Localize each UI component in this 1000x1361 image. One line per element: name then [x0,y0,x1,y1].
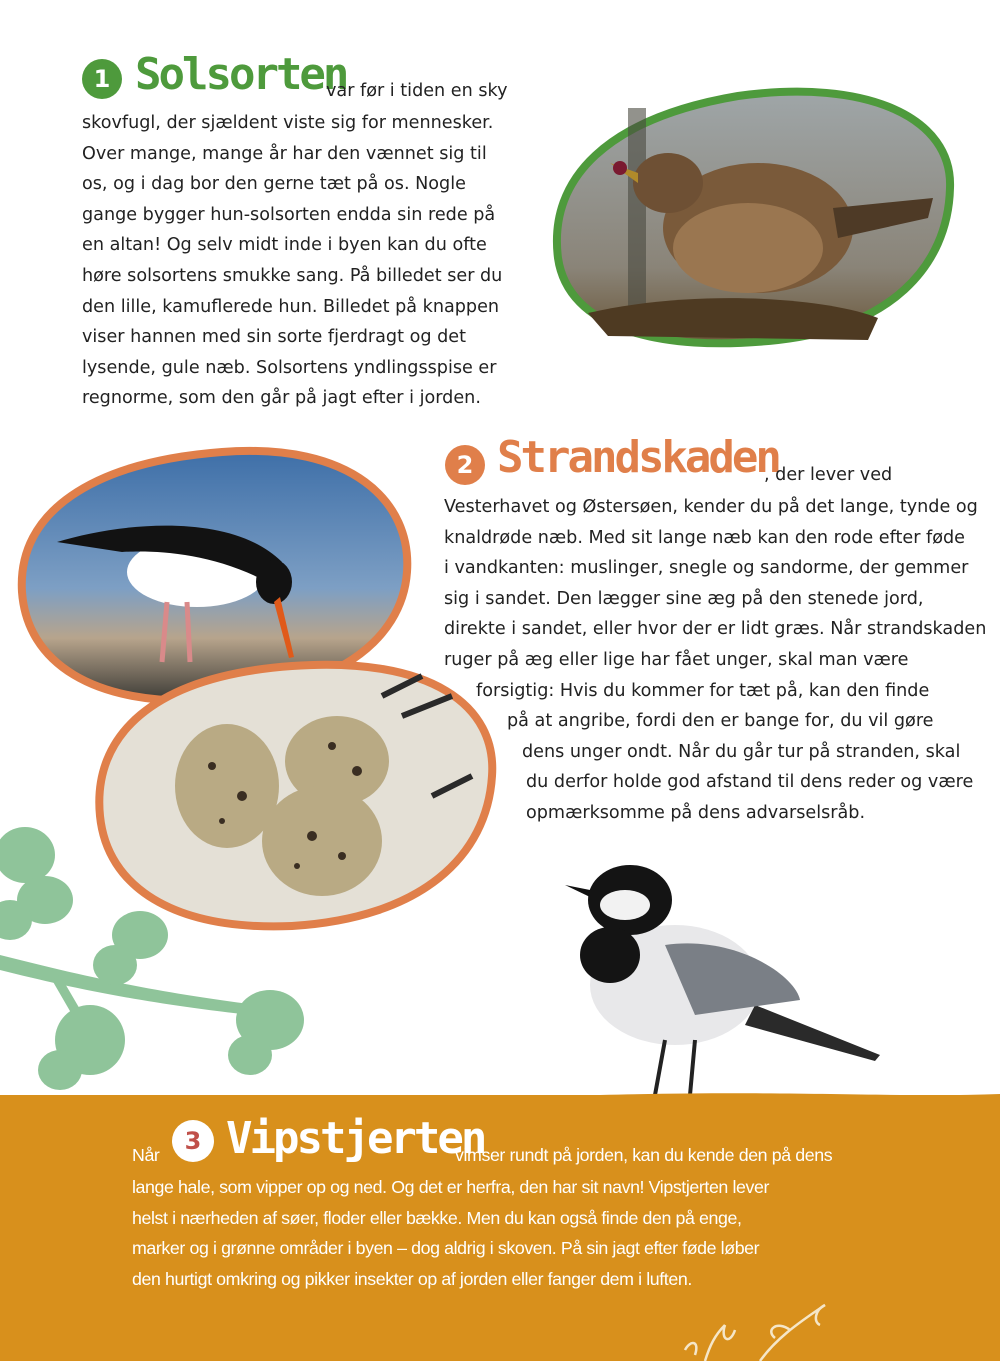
solsorten-paragraph [82,108,502,414]
body-text-line: viser hannen med sin sorte fjerdragt og det [82,327,467,348]
body-text-line: vimser rundt på jorden, kan du kende den på dens [455,1145,833,1165]
section-number-badge: 1 [82,59,122,99]
band-wavy-edge [0,1090,1000,1102]
section-title-solsorten: Solsorten [135,49,347,100]
body-text-line: Vesterhavet og Østersøen, kender du på det lange, tynde og [444,497,978,517]
body-text-line: direkte i sandet, eller hvor der er lidt græs. Når strandskaden [444,619,987,640]
section-number-badge: 2 [445,445,485,485]
body-text-line: en altan! Og selv midt inde i byen kan du ofte [82,235,487,256]
body-text-line: marker og i grønne områder i byen – dog aldrig i skoven. På sin jagt efter føde løber [132,1238,760,1259]
body-text-line: Over mange, mange år har den vænnet sig til [82,143,487,164]
body-text-line: os, og i dag bor den gerne tæt på os. Nogle [82,174,466,195]
body-text-line: du derfor holde god afstand til dens reder og være [526,772,974,793]
body-text-line: knaldrøde næb. Med sit lange næb kan den rode efter føde [444,527,965,548]
body-text-line: på at angribe, fordi den er bange for, du vil gøre [507,711,934,732]
body-text-line: lysende, gule næb. Solsortens yndlingsspise er [82,357,497,378]
vipstjerten-paragraph [132,1172,769,1294]
body-text-line: gange bygger hun-solsorten endda sin rede på [82,204,496,225]
body-text-line: ruger på æg eller lige har fået unger, skal man være [444,649,909,670]
body-text-line: forsigtig: Hvis du kommer for tæt på, kan den finde [476,680,930,701]
body-text-line: i vandkanten: muslinger, snegle og sandorme, der gemmer [444,558,969,579]
body-text-line: , der lever ved [764,465,893,485]
strandskaden-paragraph [444,492,986,829]
wagtail-photo [565,855,885,1110]
body-text-line: skovfugl, der sjældent viste sig for mennesker. [82,113,494,133]
blackbird-photo [548,78,960,353]
body-text-line: regnorme, som den går på jagt efter i jorden. [82,388,481,409]
body-text-line: dens unger ondt. Når du går tur på stranden, skal [522,741,961,762]
section-number-badge: 3 [172,1120,214,1162]
body-text-line: Når [132,1145,160,1165]
eggs-photo [92,656,504,934]
section-title-strandskaden: Strandskaden [497,432,779,483]
body-text-line: høre solsortens smukke sang. På billedet ser du [82,265,503,286]
body-text-line: var før i tiden en sky [326,81,508,101]
body-text-line: den lille, kamuflerede hun. Billedet på knappen [82,296,500,317]
body-text-line: opmærksomme på dens advarselsråb. [526,802,866,823]
sprig-line-illustration [665,1300,835,1361]
body-text-line: sig i sandet. Den lægger sine æg på den stenede jord, [444,588,924,609]
section-title-vipstjerten: Vipstjerten [226,1113,485,1164]
body-text-line: helst i nærheden af søer, floder eller bække. Men du kan også finde den på enge, [132,1207,742,1228]
body-text-line: lange hale, som vipper op og ned. Og det er herfra, den har sit navn! Vipstjerten lever [132,1177,770,1197]
body-text-line: den hurtigt omkring og pikker insekter op af jorden eller fanger dem i luften. [132,1268,692,1289]
